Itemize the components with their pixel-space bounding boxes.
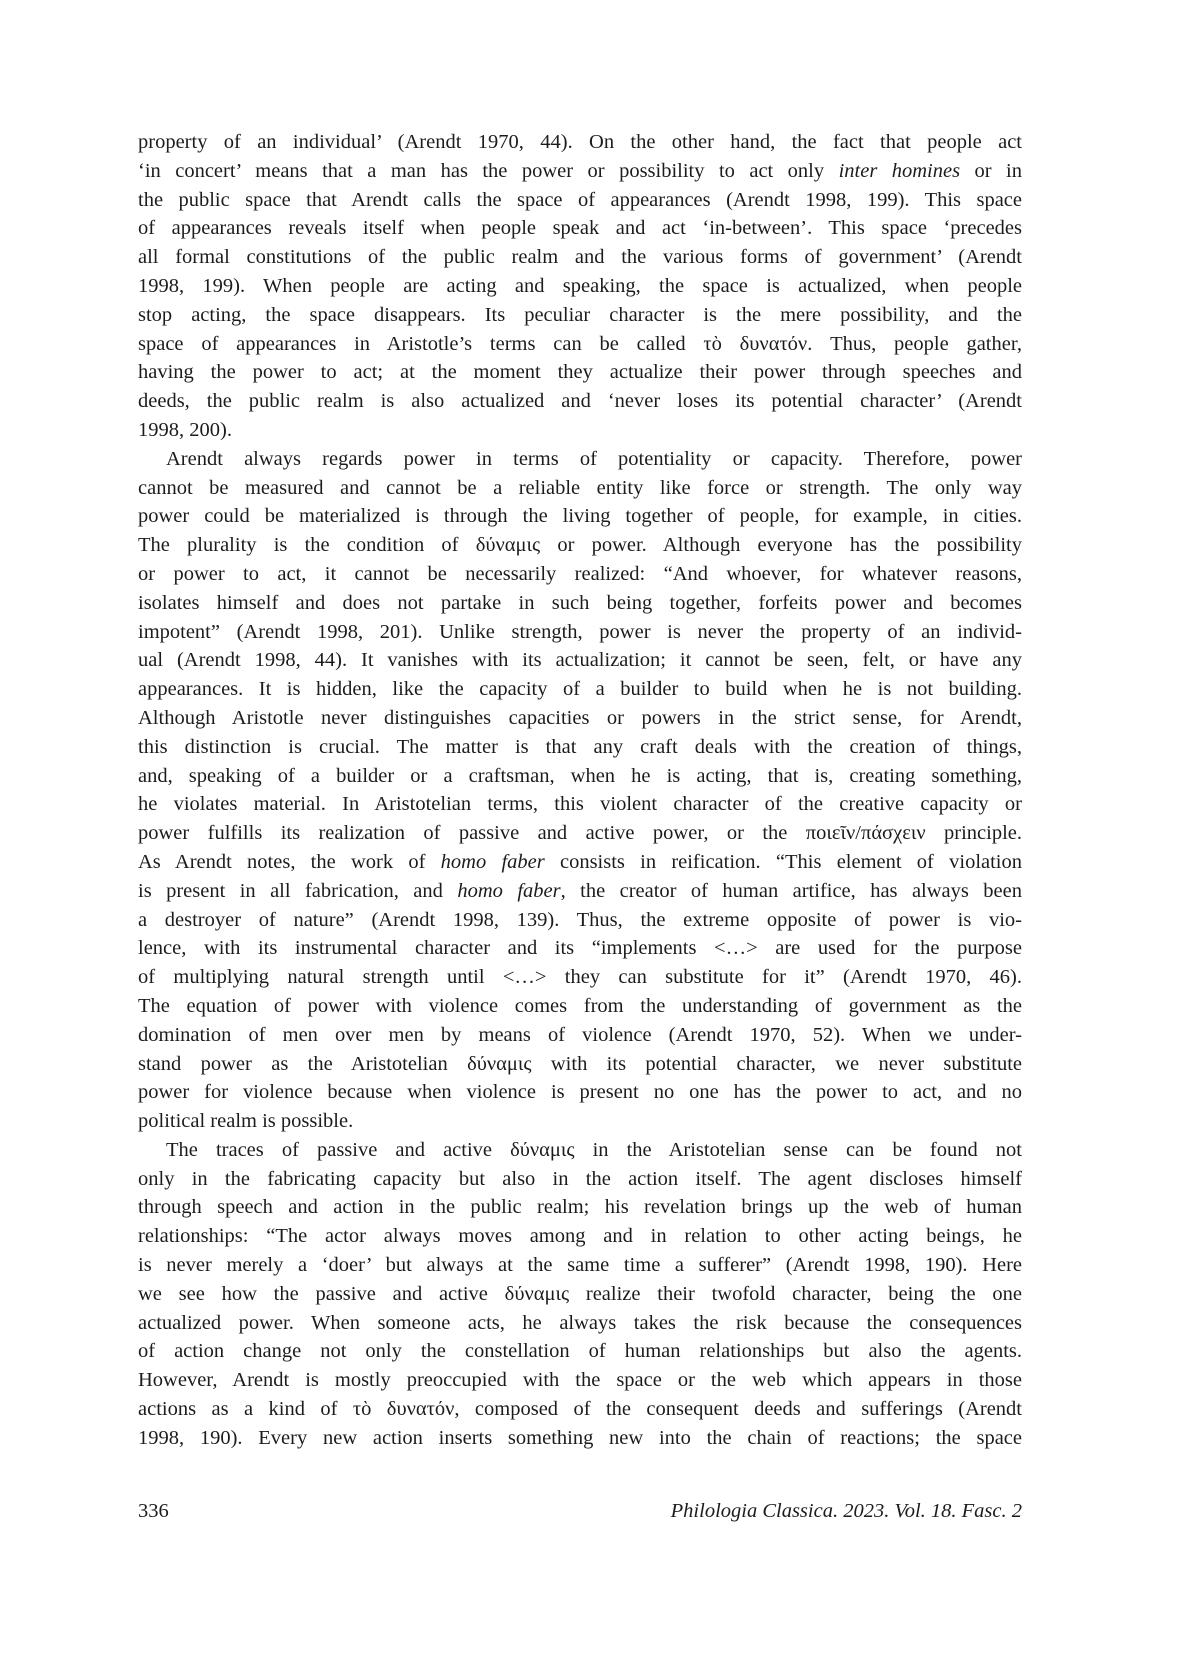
text-run: As Arendt notes, the work of <box>138 850 441 873</box>
text-line <box>138 1280 1022 1309</box>
text-run: actions as a kind of τὸ δυνατόν, composed of the consequent deeds and sufferings (Arendt <box>138 1398 1022 1421</box>
text-run: However, Arendt is mostly preoccupied with the space or the web which appears in those <box>138 1369 1022 1392</box>
text-run: 1998, 190). Every new action inserts something new into the chain of reactions; the space <box>138 1426 1022 1449</box>
text-run: actualized power. When someone acts, he always takes the risk because the consequences <box>138 1311 1022 1334</box>
text-line <box>138 1193 1022 1222</box>
text-line <box>138 1136 1022 1165</box>
text-run: power fulfills its realization of passive and active power, or the ποιεῖν/πάσχειν principle. <box>138 822 1022 845</box>
text-run: political realm is possible. <box>138 1110 354 1133</box>
text-run: lence, with its instrumental character and its “implements <…> are used for the purpose <box>138 937 1022 960</box>
text-line <box>138 790 1022 819</box>
text-line <box>138 934 1022 963</box>
text-line <box>138 214 1022 243</box>
text-line <box>138 1395 1022 1424</box>
text-line <box>138 502 1022 531</box>
text-run: of multiplying natural strength until <…> they can substitute for it” (Arendt 1970, 46). <box>138 966 1022 989</box>
text-run: deeds, the public realm is also actualized and ‘never loses its potential character’ (Arendt <box>138 390 1022 413</box>
page-number: 336 <box>138 1500 169 1522</box>
text-run: isolates himself and does not partake in such being together, forfeits power and becomes <box>138 591 1022 614</box>
text-run: having the power to act; at the moment they actualize their power through speeches and <box>138 361 1022 384</box>
text-run: ‘in concert’ means that a man has the power or possibility to act only <box>138 159 839 182</box>
text-run: stop acting, the space disappears. Its peculiar character is the mere possibility, and the <box>138 303 1022 326</box>
text-line <box>138 1424 1022 1453</box>
text-line <box>138 157 1022 186</box>
text-run: ual (Arendt 1998, 44). It vanishes with its actualization; it cannot be seen, felt, or have any <box>138 649 1022 672</box>
article-text <box>138 128 1022 1453</box>
text-run: , the creator of human artifice, has always been <box>560 879 1022 902</box>
text-run: is never merely a ‘doer’ but always at the same time a sufferer” (Arendt 1998, 190). Here <box>138 1254 1022 1277</box>
italic-phrase: inter homines <box>838 159 961 182</box>
text-line <box>138 733 1022 762</box>
text-line <box>138 272 1022 301</box>
text-run: this distinction is crucial. The matter is that any craft deals with the creation of things, <box>138 735 1022 758</box>
text-run: stand power as the Aristotelian δύναμις with its potential character, we never substitute <box>138 1052 1022 1075</box>
text-line <box>138 618 1022 647</box>
text-line <box>138 1222 1022 1251</box>
text-line <box>138 1366 1022 1395</box>
text-run: a destroyer of nature” (Arendt 1998, 139). Thus, the extreme opposite of power is vio- <box>138 908 1022 931</box>
text-run: 1998, 199). When people are acting and speaking, the space is actualized, when people <box>138 274 1022 297</box>
text-run: the public space that Arendt calls the space of appearances (Arendt 1998, 199). This space <box>138 188 1022 211</box>
text-run: power could be materialized is through the living together of people, for example, in cities. <box>138 505 1022 528</box>
text-run: Arendt always regards power in terms of potentiality or capacity. Therefore, power <box>166 447 1022 470</box>
text-run: appearances. It is hidden, like the capacity of a builder to build when he is not building. <box>138 678 1022 701</box>
text-line <box>138 819 1022 848</box>
text-line <box>138 1050 1022 1079</box>
italic-phrase: homo faber <box>457 879 561 902</box>
text-run: only in the fabricating capacity but also in the action itself. The agent discloses himself <box>138 1167 1022 1190</box>
text-run: 1998, 200). <box>138 418 232 441</box>
text-run: he violates material. In Aristotelian terms, this violent character of the creative capacity or <box>138 793 1022 816</box>
text-run: impotent” (Arendt 1998, 201). Unlike strength, power is never the property of an individ- <box>138 620 1022 643</box>
page-footer <box>138 1497 1022 1526</box>
text-line <box>138 992 1022 1021</box>
text-line <box>138 358 1022 387</box>
text-line <box>138 531 1022 560</box>
text-line <box>138 330 1022 359</box>
text-run: power for violence because when violence is present no one has the power to act, and no <box>138 1081 1022 1104</box>
text-line <box>138 474 1022 503</box>
text-line <box>138 646 1022 675</box>
text-run: we see how the passive and active δύναμις realize their twofold character, being the one <box>138 1282 1022 1305</box>
text-run: consists in reification. “This element of violation <box>544 850 1023 873</box>
text-run: of action change not only the constellation of human relationships but also the agents. <box>138 1340 1022 1363</box>
text-line <box>138 1078 1022 1107</box>
text-run: or in <box>960 159 1022 182</box>
text-run: The traces of passive and active δύναμις in the Aristotelian sense can be found not <box>166 1138 1022 1161</box>
text-line <box>138 1337 1022 1366</box>
text-run: of appearances reveals itself when people speak and act ‘in-between’. This space ‘precedes <box>138 217 1022 240</box>
text-line <box>138 675 1022 704</box>
text-run: or power to act, it cannot be necessarily realized: “And whoever, for whatever reasons, <box>138 562 1022 585</box>
text-run: through speech and action in the public realm; his revelation brings up the web of human <box>138 1196 1022 1219</box>
text-line <box>138 186 1022 215</box>
text-line <box>138 1251 1022 1280</box>
text-run: relationships: “The actor always moves among and in relation to other acting beings, he <box>138 1225 1022 1248</box>
text-run: all formal constitutions of the public realm and the various forms of government’ (Arendt <box>138 246 1022 269</box>
text-run: is present in all fabrication, and <box>138 879 458 902</box>
text-line <box>138 1165 1022 1194</box>
text-run: The plurality is the condition of δύναμις or power. Although everyone has the possibility <box>138 534 1022 557</box>
text-line <box>138 762 1022 791</box>
text-line <box>138 963 1022 992</box>
text-line <box>138 877 1022 906</box>
text-run: domination of men over men by means of violence (Arendt 1970, 52). When we under- <box>138 1023 1022 1046</box>
text-run: The equation of power with violence comes from the understanding of government as the <box>138 994 1022 1017</box>
text-line <box>138 128 1022 157</box>
text-run: space of appearances in Aristotle’s terms can be called τὸ δυνατόν. Thus, people gather, <box>138 332 1022 355</box>
text-line <box>138 445 1022 474</box>
text-line <box>138 243 1022 272</box>
text-line <box>138 906 1022 935</box>
text-run: Although Aristotle never distinguishes capacities or powers in the strict sense, for Arendt, <box>138 706 1022 729</box>
italic-phrase: homo faber <box>440 850 545 873</box>
text-line <box>138 387 1022 416</box>
text-line <box>138 1309 1022 1338</box>
journal-citation: Philologia Classica. 2023. Vol. 18. Fasc. 2 <box>670 1500 1022 1522</box>
text-run: cannot be measured and cannot be a reliable entity like force or strength. The only way <box>138 476 1022 499</box>
text-run: and, speaking of a builder or a craftsman, when he is acting, that is, creating something, <box>138 764 1022 787</box>
text-line <box>138 704 1022 733</box>
text-line <box>138 1021 1022 1050</box>
text-line <box>138 589 1022 618</box>
text-line <box>138 560 1022 589</box>
text-line <box>138 848 1022 877</box>
text-line <box>138 301 1022 330</box>
text-run: property of an individual’ (Arendt 1970, 44). On the other hand, the fact that people act <box>138 131 1022 153</box>
